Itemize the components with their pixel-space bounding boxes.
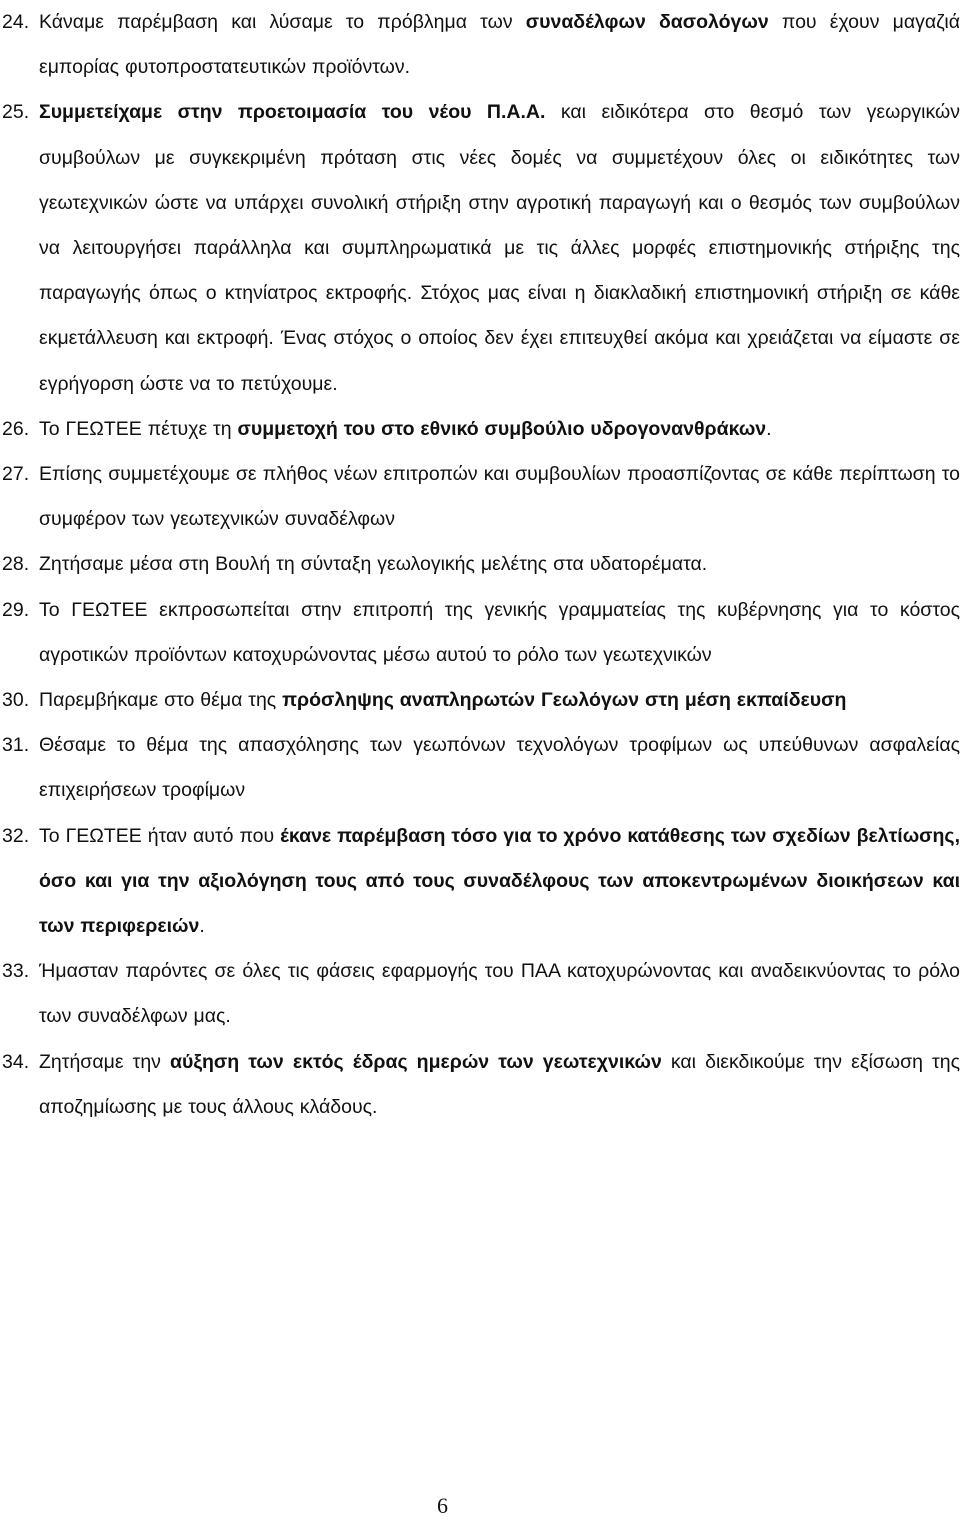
item-text: . (766, 417, 772, 440)
list-item (0, 814, 960, 950)
item-text: Ήμασταν παρόντες σε όλες τις φάσεις εφαρμογής του ΠΑΑ κατοχυρώνοντας και αναδεικνύοντας το ρόλο των συναδέλφων μας. (39, 960, 960, 1028)
emphasized-text: Συμμετείχαμε στην προετοιμασία του νέου Π.Α.Α. (39, 101, 546, 124)
item-number: 28. (2, 553, 30, 576)
item-number: 30. (2, 689, 30, 712)
item-text: Παρεμβήκαμε στο θέμα της (39, 689, 283, 712)
list-item (0, 542, 960, 587)
list-item (0, 588, 960, 678)
list-item (0, 678, 960, 723)
item-number: 32. (2, 824, 30, 847)
list-item (0, 0, 960, 90)
item-text: που έχουν μαγαζιά εμπορίας φυτοπροστατευτικών προϊόντων. (39, 11, 960, 79)
list-item (0, 949, 960, 1039)
emphasized-text: αύξηση των εκτός έδρας ημερών των γεωτεχνικών (170, 1050, 662, 1073)
item-number: 33. (2, 960, 30, 983)
item-number: 27. (2, 463, 30, 486)
list-item (0, 407, 960, 452)
item-text: Επίσης συμμετέχουμε σε πλήθος νέων επιτροπών και συμβουλίων προασπίζοντας σε κάθε περίπτωση το συμφέρον των γεωτεχνικών συναδέλφων (39, 463, 960, 531)
list-item (0, 1040, 960, 1130)
item-text: . (199, 915, 205, 938)
emphasized-text: πρόσληψης αναπληρωτών Γεωλόγων στη μέση εκπαίδευση (282, 689, 847, 712)
item-number: 34. (2, 1050, 30, 1073)
list-item (0, 452, 960, 542)
item-text: και διεκδικούμε την εξίσωση της αποζημίωσης με τους άλλους κλάδους. (39, 1050, 960, 1118)
item-number: 29. (2, 598, 30, 621)
item-number: 24. (2, 11, 30, 33)
item-text: Ζητήσαμε μέσα στη Βουλή τη σύνταξη γεωλογικής μελέτης στα υδατορέματα. (39, 553, 708, 576)
list-item (0, 90, 960, 406)
page-number: 6 (437, 1493, 448, 1518)
emphasized-text: έκανε παρέμβαση τόσο για το χρόνο κατάθεσης των σχεδίων βελτίωσης, όσο και για την αξιολόγηση τους από τους συναδέλφους των αποκεντρωμένων διοικήσεων και των περιφερειών (39, 824, 960, 938)
item-text: Ζητήσαμε την (39, 1050, 170, 1073)
item-text: και ειδικότερα στο θεσμό των γεωργικών συμβούλων με συγκεκριμένη πρόταση στις νέες δομές να συμμετέχουν όλες οι ειδικότητες των γεωτεχνικών ώστε να υπάρχει συνολική στήριξη στην αγροτική παραγωγή και ο θεσμός των συμβούλων να λειτουργήσει παράλληλα και συμπληρωματικά με τις άλλες μορφές επιστημονικής στήριξης της παραγωγής όπως ο κτηνίατρος εκτροφής. Στόχος μας είναι η διακλαδική επιστημονική στήριξη σε κάθε εκμετάλλευση και εκτροφή. Ένας στόχος ο οποίος δεν έχει επιτευχθεί ακόμα και χρειάζεται να είμαστε σε εγρήγορση ώστε να το πετύχουμε. (39, 101, 960, 395)
item-number: 26. (2, 417, 30, 440)
item-number: 31. (2, 734, 30, 757)
emphasized-text: συμμετοχή του στο εθνικό συμβούλιο υδρογονανθράκων (237, 417, 767, 440)
item-number: 25. (2, 101, 30, 124)
item-text: Θέσαμε το θέμα της απασχόλησης των γεωπόνων τεχνολόγων τροφίμων ως υπεύθυνων ασφαλείας επιχειρήσεων τροφίμων (39, 734, 960, 802)
item-text: Κάναμε παρέμβαση και λύσαμε το πρόβλημα των (39, 11, 526, 33)
emphasized-text: συναδέλφων δασολόγων (525, 11, 769, 33)
item-text: Το ΓΕΩΤΕΕ ήταν αυτό που (39, 824, 281, 847)
item-text: Το ΓΕΩΤΕΕ εκπροσωπείται στην επιτροπή της γενικής γραμματείας της κυβέρνησης για το κόστος αγροτικών προϊόντων κατοχυρώνοντας μέσω αυτού το ρόλο των γεωτεχνικών (39, 598, 960, 666)
item-text: Το ΓΕΩΤΕΕ πέτυχε τη (39, 417, 238, 440)
list-item (0, 723, 960, 813)
